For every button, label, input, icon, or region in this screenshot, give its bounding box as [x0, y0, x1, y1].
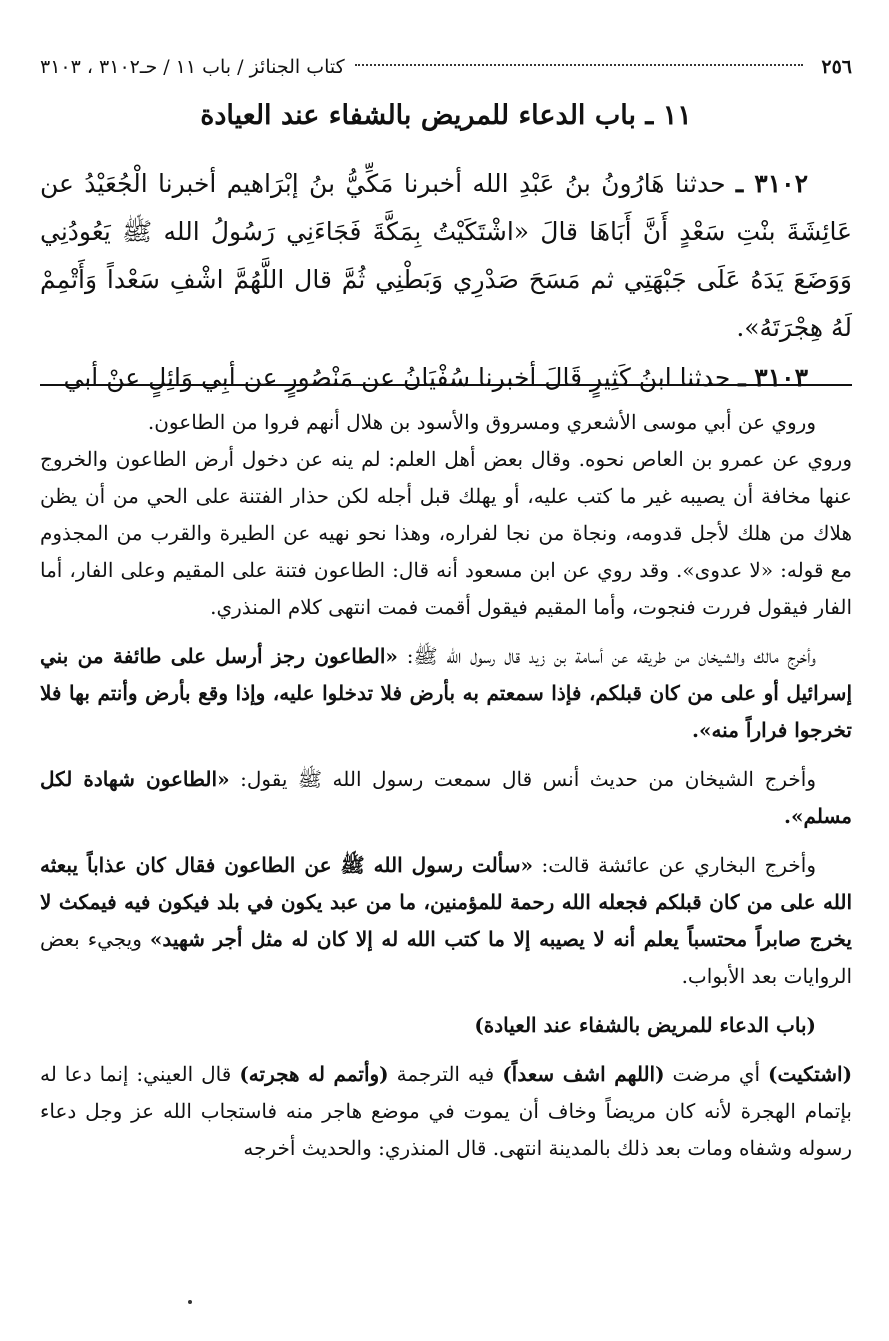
running-title: كتاب الجنائز / باب ١١ / حـ٣١٠٢ ، ٣١٠٣: [40, 56, 345, 78]
hadith-number: ٣١٠٢ ـ: [735, 169, 809, 198]
commentary-keyword: (اشتكيت): [768, 1062, 853, 1086]
page-number: ٢٥٦: [821, 56, 852, 78]
commentary-text: وأخرج مالك والشيخان من طريقه عن أسامة بن زيد قال رسول الله ﷺ:: [406, 644, 816, 668]
commentary-text: ويجيء بعض الروايات بعد الأبواب.: [40, 927, 852, 988]
commentary-keyword: (اللهم اشف سعداً): [502, 1062, 665, 1086]
section-sub-heading: (باب الدعاء للمريض بالشفاء عند العيادة): [474, 1013, 816, 1037]
commentary-text: فيه الترجمة: [396, 1062, 495, 1086]
page-header: [40, 52, 852, 82]
commentary-text: أي مرضت: [672, 1062, 761, 1086]
hadith-body: حدثنا ابنُ كَثِيرٍ قَالَ أخبرنا سُفْيَانُ عن مَنْصُورٍ عن أبِي وَائِلٍ عنْ أبي: [63, 363, 731, 392]
hadith-3102: [40, 160, 852, 352]
chapter-title: ١١ ـ باب الدعاء للمريض بالشفاء عند العيادة: [200, 100, 692, 131]
commentary-quote: «الطاعون رجز أرسل على طائفة من بني إسرائيل أو على من كان قبلكم، فإذا سمعتم به بأرض فلا تدخلوا عليه، وإذا وقع بأرض وأنتم بها فلا تخرجوا فراراً منه».: [40, 644, 852, 742]
hadith-body: حدثنا هَارُونُ بنُ عَبْدِ الله أخبرنا مَكِّيُّ بنُ إبْرَاهيم أخبرنا الْجُعَيْدُ عن عَائِشَةَ بنْتِ سَعْدٍ أَنَّ أَبَاهَا قالَ «اشْتَكَيْتُ بِمَكَّةَ فَجَاءَنِي رَسُولُ الله ﷺ يَعُودُنِي وَوَضَعَ يَدَهُ عَلَى جَبْهَتِي ثم مَسَحَ صَدْرِي وَبَطْنِي ثُمَّ قال اللَّهُمَّ اشْفِ سَعْداً وَأَتْمِمْ لَهُ هِجْرَتَهُ».: [40, 169, 852, 342]
commentary-block: [40, 404, 852, 1179]
commentary-paragraph: وروي عن عمرو بن العاص نحوه. وقال بعض أهل العلم: لم ينه عن دخول أرض الطاعون والخروج عنها مخافة أن يصيبه غير ما كتب عليه، أو يهلك قبل أجله لكن حذار الفتنة على الحي من أن يظن هلاك من هلك لأجل قدومه، ونجاة من نجا لفراره، وهذا نحو نهيه عن الطيرة والقرب من المجذوم مع قوله: «لا عدوى». وقد روي عن ابن مسعود أنه قال: الطاعون فتنة على المقيم وعلى الفار، أما الفار فيقول فررت فنجوت، وأما المقيم فيقول أقمت فمت انتهى كلام المنذري.: [40, 447, 853, 619]
hadith-number: ٣١٠٣ ـ: [738, 363, 808, 392]
commentary-paragraph: وروي عن أبي موسى الأشعري ومسروق والأسود بن هلال أنهم فروا من الطاعون.: [147, 410, 816, 434]
commentary-quote: «سألت رسول الله ﷺ عن الطاعون فقال كان عذاباً يبعثه الله على من كان قبلكم فجعله الله رحمة للمؤمنين، ما من عبد يكون في بلد فيكون فيه فيمكث لا يخرج صابراً محتسباً يعلم أنه لا يصيبه إلا ما كتب الله له إلا كان له مثل أجر شهيد»: [40, 853, 852, 951]
commentary-quote: «الطاعون شهادة لكل مسلم».: [40, 767, 852, 828]
commentary-text: وأخرج البخاري عن عائشة قالت:: [541, 853, 816, 877]
commentary-text: قال العيني: إنما دعا له بإتمام الهجرة لأنه كان مريضاً وخاف أن يموت في موضع هاجر منه فاستجاب الله عز وجل دعاء رسوله وشفاه ومات بعد ذلك بالمدينة انتهى. قال المنذري: والحديث أخرجه: [40, 1062, 852, 1160]
book-page: [40, 0, 852, 1341]
header-dotted-leader: [355, 52, 804, 66]
commentary-paragraph: [40, 761, 852, 835]
commentary-text: وأخرج الشيخان من حديث أنس قال سمعت رسول الله ﷺ يقول:: [240, 767, 817, 791]
commentary-keyword: (وأتمم له هجرته): [239, 1062, 389, 1086]
footnote-separator: [40, 384, 852, 386]
hadith-text-block: [40, 160, 852, 402]
hadith-3103: [40, 354, 852, 402]
commentary-paragraph: [40, 847, 852, 995]
commentary-paragraph: [40, 638, 852, 749]
commentary-paragraph: [40, 1056, 852, 1167]
print-speck: [188, 1300, 192, 1304]
